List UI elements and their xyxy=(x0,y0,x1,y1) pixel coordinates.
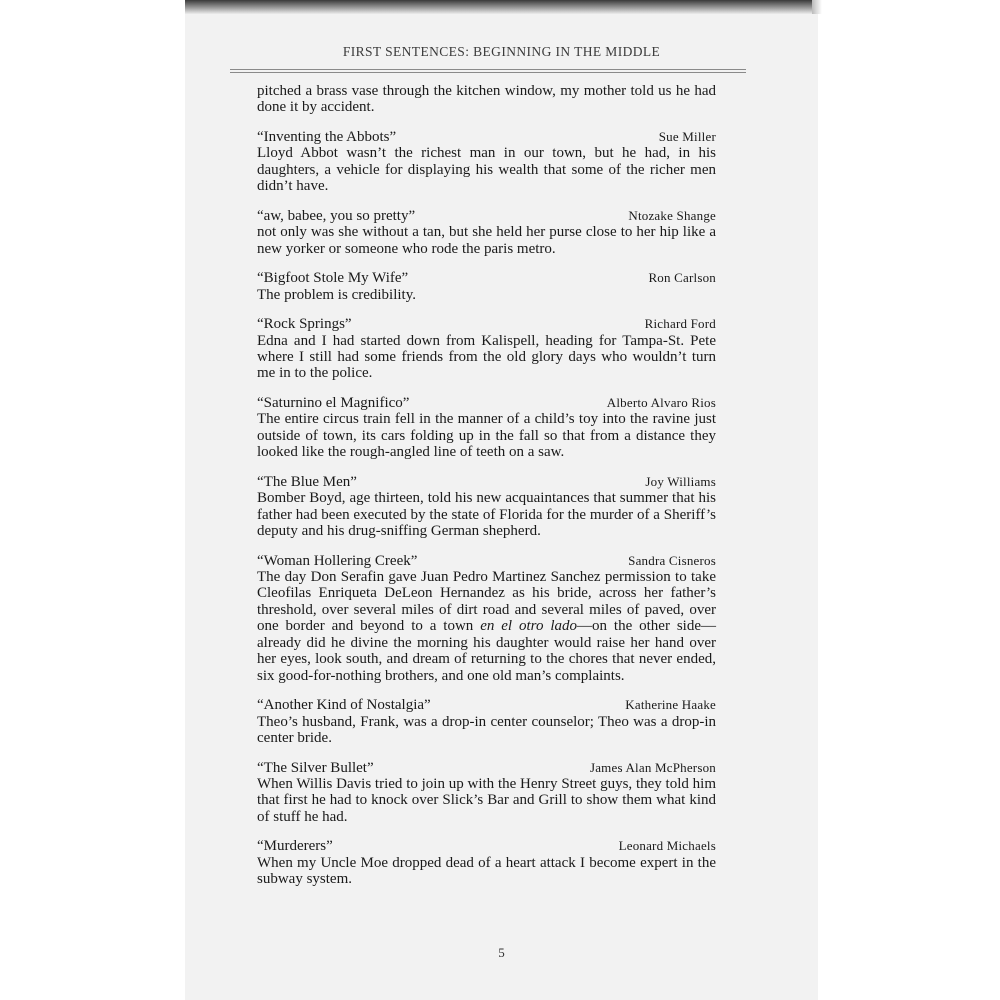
author-name: James Alan McPherson xyxy=(589,759,716,775)
entry xyxy=(257,316,716,382)
book-page xyxy=(185,14,818,1000)
entry xyxy=(257,838,716,887)
first-sentence: Edna and I had started down from Kalispell, heading for Tampa-St. Pete where I still had some friends from the old glory days who wouldn’t turn me in to the police. xyxy=(257,332,716,382)
sentence-italic-phrase: en el otro lado xyxy=(480,618,578,635)
entry xyxy=(257,395,716,461)
entry xyxy=(257,697,716,746)
entry-heading xyxy=(257,395,716,411)
page-body xyxy=(257,83,716,901)
entry-heading xyxy=(257,838,716,854)
story-title: “Woman Hollering Creek” xyxy=(257,552,418,569)
entry xyxy=(257,208,716,257)
author-name: Sandra Cisneros xyxy=(628,552,716,568)
entry xyxy=(257,553,716,684)
first-sentence: When my Uncle Moe dropped dead of a heart attack I become expert in the subway system. xyxy=(257,854,716,888)
story-title: “Saturnino el Magnifico” xyxy=(257,395,410,412)
story-title: “Inventing the Abbots” xyxy=(257,129,397,145)
entry-heading xyxy=(257,208,716,224)
author-name: Richard Ford xyxy=(644,316,716,332)
first-sentence: Bomber Boyd, age thirteen, told his new acquaintances that summer that his father had been executed by the state of Florida for the murder of a Sheriff’s deputy and his drug-sniffing German shepherd. xyxy=(257,490,716,540)
author-name: Sue Miller xyxy=(658,129,716,144)
sentence-part: The day Don Serafin gave Juan Pedro Martinez Sanchez permission to take Cleofilas Enriqueta DeLeon Hernandez as his bride, across her father’s threshold, over several miles of dirt road and several miles of paved, over one border and beyond to a town xyxy=(257,569,716,635)
entry-heading xyxy=(257,316,716,332)
continued-sentence: pitched a brass vase through the kitchen window, my mother told us he had done it by accident. xyxy=(257,83,716,116)
entry xyxy=(257,129,716,195)
entry-heading xyxy=(257,553,716,569)
author-name: Ntozake Shange xyxy=(628,207,716,223)
entry-heading xyxy=(257,270,716,286)
entry xyxy=(257,474,716,540)
story-title: “aw, babee, you so pretty” xyxy=(257,207,416,224)
running-head: FIRST SENTENCES: BEGINNING IN THE MIDDLE xyxy=(342,44,661,59)
story-title: “Another Kind of Nostalgia” xyxy=(257,697,431,714)
story-title: “Murderers” xyxy=(257,838,333,855)
author-name: Katherine Haake xyxy=(625,697,716,713)
first-sentence: not only was she without a tan, but she held her purse close to her hip like a new yorker or someone who rode the paris metro. xyxy=(257,224,716,257)
first-sentence: The problem is credibility. xyxy=(257,286,416,303)
entry xyxy=(257,760,716,826)
entry-heading xyxy=(257,129,716,145)
entry xyxy=(257,270,716,303)
scan-shadow xyxy=(185,0,818,14)
first-sentence: The entire circus train fell in the manner of a child’s toy into the ravine just outside of town, its cars folding up in the fall so that from a distance they looked like the rough-angled line of teeth on a saw. xyxy=(257,411,716,461)
page-number: 5 xyxy=(498,945,505,960)
entry-heading xyxy=(257,760,716,776)
sentence-part: —on the other side—already did he divine the morning his daughter would raise her hand over her eyes, look south, and dream of returning to the chores that never ended, six good-for-nothing brothers, and one old man’s complaints. xyxy=(257,618,717,684)
story-title: “The Blue Men” xyxy=(257,473,357,490)
author-name: Ron Carlson xyxy=(648,270,716,286)
author-name: Alberto Alvaro Rios xyxy=(606,395,716,411)
story-title: “Rock Springs” xyxy=(257,316,352,333)
author-name: Joy Williams xyxy=(645,473,716,489)
entry-heading xyxy=(257,697,716,713)
story-title: “The Silver Bullet” xyxy=(257,759,374,776)
header-rule xyxy=(230,72,746,73)
first-sentence xyxy=(257,569,716,684)
first-sentence: When Willis Davis tried to join up with the Henry Street guys, they told him that first he had to knock over Slick’s Bar and Grill to show them what kind of stuff he had. xyxy=(257,775,716,825)
header-rule xyxy=(230,69,746,70)
author-name: Leonard Michaels xyxy=(618,838,716,854)
first-sentence: Theo’s husband, Frank, was a drop-in center counselor; Theo was a drop-in center bride. xyxy=(257,713,716,746)
first-sentence: Lloyd Abbot wasn’t the richest man in our town, but he had, in his daughters, a vehicle for displaying his wealth that some of the richer men didn’t have. xyxy=(257,145,716,195)
story-title: “Bigfoot Stole My Wife” xyxy=(257,270,409,287)
scan-shadow-edge xyxy=(812,0,822,14)
entry-heading xyxy=(257,474,716,490)
